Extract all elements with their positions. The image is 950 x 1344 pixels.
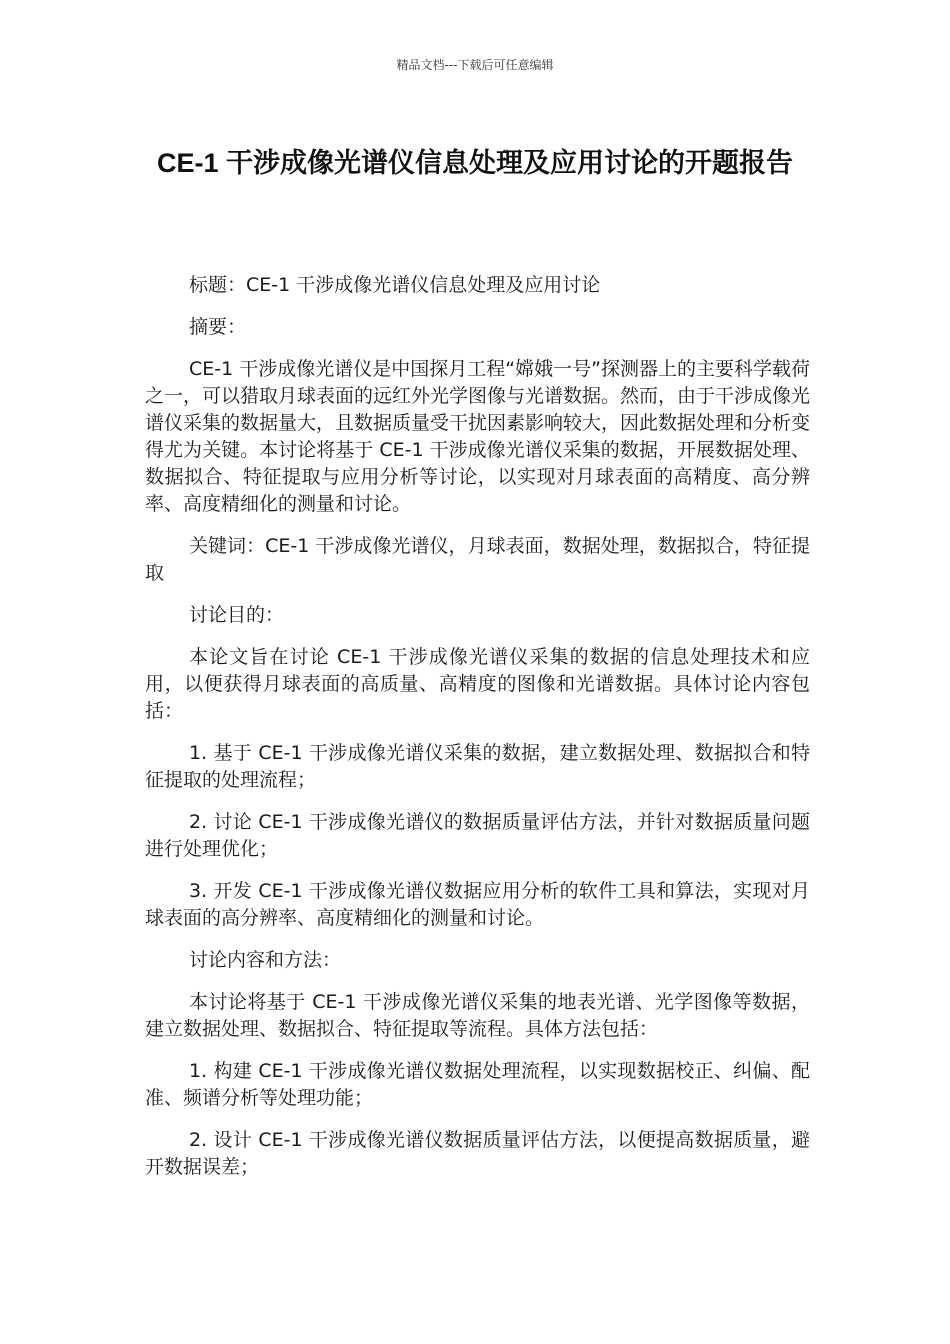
paragraph-methods-body: 本讨论将基于 CE-1 干涉成像光谱仪采集的地表光谱、光学图像等数据，建立数据处理、数据拟合、特征提取等流程。具体方法包括： (145, 991, 810, 1040)
paragraph-title-line: 标题：CE-1 干涉成像光谱仪信息处理及应用讨论 (189, 274, 601, 296)
paragraph-methods-heading: 讨论内容和方法： (189, 949, 342, 971)
paragraph-methods-item-2: 2. 设计 CE-1 干涉成像光谱仪数据质量评估方法，以便提高数据质量，避开数据误差； (145, 1129, 810, 1178)
paragraph-abstract-heading: 摘要： (189, 316, 247, 338)
paragraph-objective-item-3: 3. 开发 CE-1 干涉成像光谱仪数据应用分析的软件工具和算法，实现对月球表面的高分辨率、高度精细化的测量和讨论。 (145, 880, 810, 929)
document-title: CE-1 干涉成像光谱仪信息处理及应用讨论的开题报告 (156, 148, 793, 178)
paragraph-abstract-body: CE-1 干涉成像光谱仪是中国探月工程“嫦娥一号”探测器上的主要科学载荷之一，可以猎取月球表面的远红外光学图像与光谱数据。然而，由于干涉成像光谱仪采集的数据量大，且数据质量受干扰因素影响较大，因此数据处理和分析变得尤为关键。本讨论将基于 CE-1 干涉成像光谱仪采集的数据，开展数据处理、数据拟合、特征提取与应用分析等讨论，以实现对月球表面的高精度、高分辨率、高度精细化的测量和讨论。 (145, 358, 811, 515)
paragraph-objective-body: 本论文旨在讨论 CE-1 干涉成像光谱仪采集的数据的信息处理技术和应用，以便获得月球表面的高质量、高精度的图像和光谱数据。具体讨论内容包括： (145, 646, 810, 722)
paragraph-objective-item-1: 1. 基于 CE-1 干涉成像光谱仪采集的数据，建立数据处理、数据拟合和特征提取的处理流程； (145, 742, 810, 791)
document-body (145, 272, 810, 1196)
paragraph-keywords: 关键词：CE-1 干涉成像光谱仪，月球表面，数据处理，数据拟合，特征提取 (145, 535, 810, 584)
paragraph-objective-heading: 讨论目的： (189, 604, 285, 626)
paragraph-methods-item-1: 1. 构建 CE-1 干涉成像光谱仪数据处理流程，以实现数据校正、纠偏、配准、频谱分析等处理功能； (145, 1060, 810, 1109)
paragraph-objective-item-2: 2. 讨论 CE-1 干涉成像光谱仪的数据质量评估方法，并针对数据质量问题进行处理优化； (145, 811, 810, 860)
header-note: 精品文档---下载后可任意编辑 (396, 58, 554, 72)
